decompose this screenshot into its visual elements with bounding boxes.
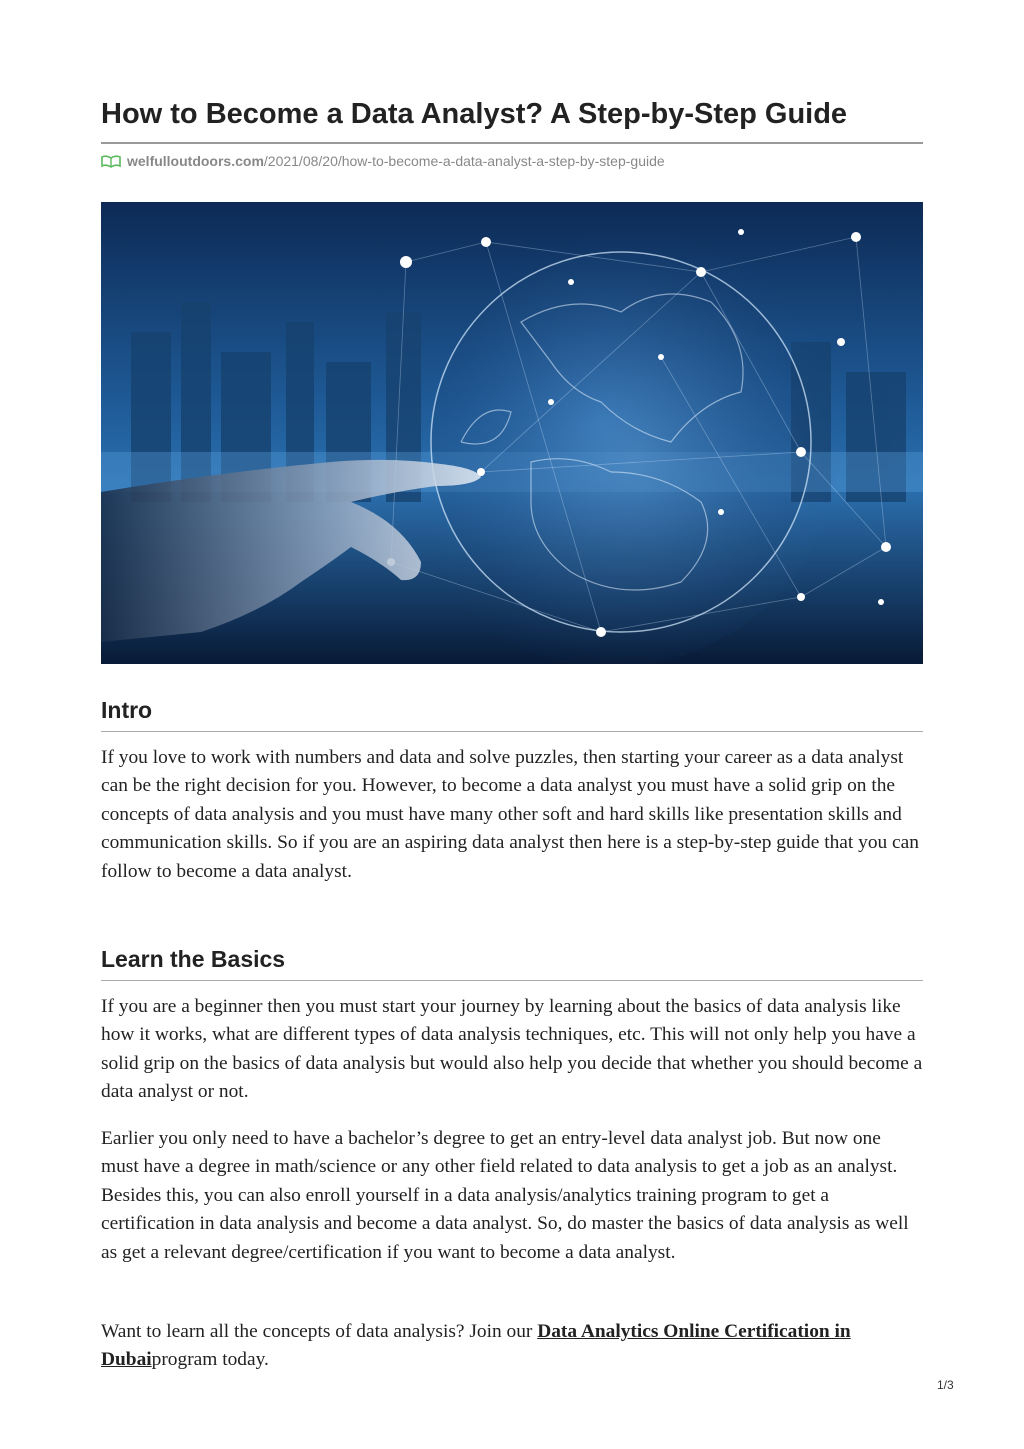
section-divider <box>101 731 923 732</box>
basics-paragraph-1: If you are a beginner then you must start your journey by learning about the basics of data analysis like how it works, what are different types of data analysis techniques, etc. This will not only help you have a solid grip on the basics of data analysis but would also help you decide that whether you should become a data analyst or not. <box>101 996 923 1103</box>
source-url[interactable] <box>101 152 923 170</box>
intro-paragraph: If you love to work with numbers and data and solve puzzles, then starting your career as a data analyst can be the right decision for you. However, to become a data analyst you must have a solid grip on the concepts of data analysis and you must have many other soft and hard skills like presentation skills and communication skills. So if you are an aspiring data analyst then here is a step-by-step guide that you can follow to become a data analyst. <box>101 747 919 882</box>
certification-link[interactable]: Data Analytics Online Certification in Dubai <box>101 1321 851 1371</box>
page-number: 1/3 <box>937 1378 954 1392</box>
source-domain: welfulloutdoors.com <box>127 153 264 169</box>
hand-touching-digital-globe-network-image <box>101 202 923 664</box>
source-path: /2021/08/20/how-to-become-a-data-analyst-a-step-by-step-guide <box>263 153 665 169</box>
section-heading-learn-the-basics: Learn the Basics <box>101 946 286 972</box>
cta-text-before: Want to learn all the concepts of data analysis? Join our <box>101 1321 538 1342</box>
open-book-icon <box>101 154 121 168</box>
cta-text-after: program today. <box>151 1349 269 1371</box>
cta-paragraph <box>101 1318 923 1375</box>
section-divider <box>101 980 923 981</box>
page-title: How to Become a Data Analyst? A Step-by-Step Guide <box>101 98 848 130</box>
section-heading-intro: Intro <box>101 697 153 723</box>
basics-paragraph-2: Earlier you only need to have a bachelor’s degree to get an entry-level data analyst job. But now one must have a degree in math/science or any other field related to data analysis to get a job as an analyst. Besides this, you can also enroll yourself in a data analysis/analytics training program to get a certification in data analysis and become a data analyst. So, do master the basics of data analysis as well as get a relevant degree/certification if you want to become a data analyst. <box>101 1128 909 1263</box>
title-divider <box>101 142 923 144</box>
